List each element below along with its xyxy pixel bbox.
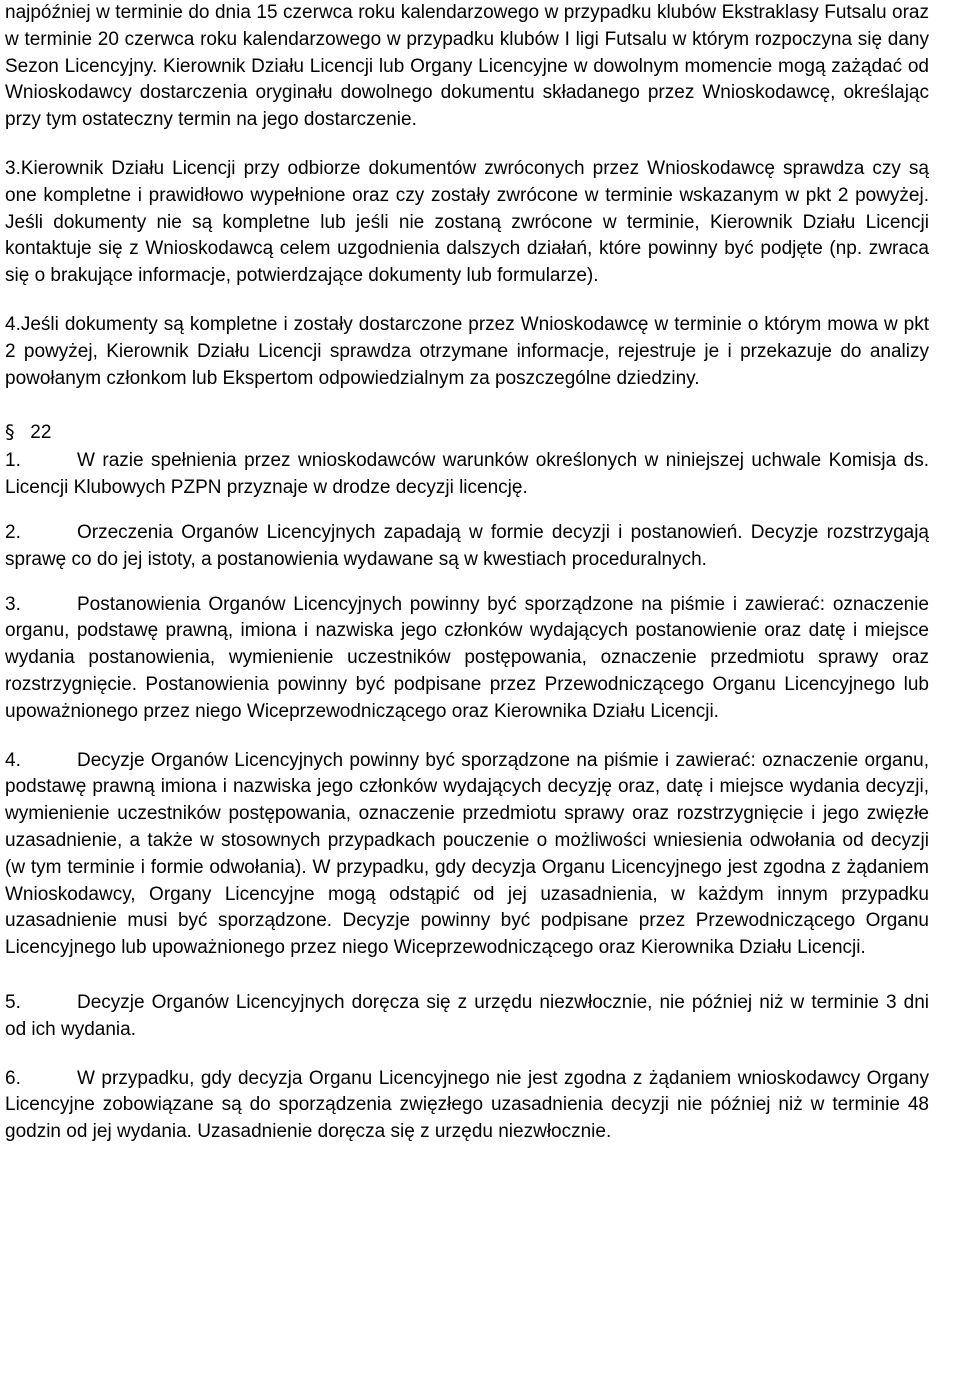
paragraph-text: Jeśli dokumenty są kompletne i zostały dostarczone przez Wnioskodawcę w terminie o którym mowa w pkt 2 powyżej, Kierownik Działu Licencji sprawdza otrzymane informacje, rejestruje je i przekazuje do analizy powołanym członkom lub Ekspertom odpowiedzialnym za poszczególne dziedziny. bbox=[5, 313, 929, 389]
section-number: 22 bbox=[30, 422, 52, 444]
document-page bbox=[5, 0, 929, 1146]
item-number: 3. bbox=[5, 593, 21, 615]
section-item-2 bbox=[5, 520, 929, 574]
paragraph-4 bbox=[5, 312, 929, 392]
paragraph-3 bbox=[5, 156, 929, 290]
paragraph-number: 4. bbox=[5, 313, 21, 335]
section-heading bbox=[5, 420, 929, 444]
item-number: 6. bbox=[5, 1067, 21, 1089]
section-item-1 bbox=[5, 448, 929, 502]
item-text: Decyzje Organów Licencyjnych doręcza się z urzędu niezwłocznie, nie później niż w terminie 3 dni od ich wydania. bbox=[5, 991, 929, 1040]
paragraph-text: najpóźniej w terminie do dnia 15 czerwca roku kalendarzowego w przypadku klubów Ekstraklasy Futsalu oraz w terminie 20 czerwca roku kalendarzowego w przypadku klubów I ligi Futsalu w którym rozpoczyna się dany Sezon Licencyjny. Kierownik Działu Licencji lub Organy Licencyjne w dowolnym momencie mogą zażądać od Wnioskodawcy dostarczenia oryginału dowolnego dokumentu składanego przez Wnioskodawcę, określając przy tym ostateczny termin na jego dostarczenie. bbox=[5, 2, 929, 131]
section-item-3 bbox=[5, 592, 929, 726]
item-text: Decyzje Organów Licencyjnych powinny być sporządzone na piśmie i zawierać: oznaczenie organu, podstawę prawną imiona i nazwiska jego członków wydających decyzję oraz, datę i miejsce wydania decyzji, wymienienie uczestników postępowania, oznaczenie przedmiotu sprawy oraz rozstrzygnięcie i jego zwięzłe uzasadnienie, a także w stosownych przypadkach pouczenie o możliwości wniesienia odwołania od decyzji (w tym terminie i formie odwołania). W przypadku, gdy decyzja Organu Licencyjnego jest zgodna z żądaniem Wnioskodawcy, Organy Licencyjne mogą odstąpić od jej uzasadnienia, w każdym innym przypadku uzasadnienie musi być sporządzone. Decyzje powinny być podpisane przez Przewodniczącego Organu Licencyjnego lub upoważnionego przez niego Wiceprzewodniczącego oraz Kierownika Działu Licencji. bbox=[5, 749, 929, 959]
item-text: W razie spełnienia przez wnioskodawców warunków określonych w niniejszej uchwale Komisja ds. Licencji Klubowych PZPN przyznaje w drodze decyzji licencję. bbox=[5, 450, 929, 499]
paragraph-continuation bbox=[5, 0, 929, 134]
section-item-5 bbox=[5, 990, 929, 1044]
section-item-6 bbox=[5, 1066, 929, 1146]
item-text: W przypadku, gdy decyzja Organu Licencyjnego nie jest zgodna z żądaniem wnioskodawcy Organy Licencyjne zobowiązane są do sporządzenia zwięzłego uzasadnienia decyzji nie później niż w terminie 48 godzin od jej wydania. Uzasadnienie doręcza się z urzędu niezwłocznie. bbox=[5, 1067, 929, 1143]
item-number: 5. bbox=[5, 991, 21, 1013]
item-text: Orzeczenia Organów Licencyjnych zapadają w formie decyzji i postanowień. Decyzje rozstrzygają sprawę co do jej istoty, a postanowienia wydawane są w kwestiach proceduralnych. bbox=[5, 521, 929, 570]
section-item-4 bbox=[5, 748, 929, 962]
paragraph-text: Kierownik Działu Licencji przy odbiorze dokumentów zwróconych przez Wnioskodawcę sprawdza czy są one kompletne i prawidłowo wypełnione oraz czy zostały zwrócone w terminie wskazanym w pkt 2 powyżej. Jeśli dokumenty nie są kompletne lub jeśli nie zostaną zwrócone w terminie, Kierownik Działu Licencji kontaktuje się z Wnioskodawcą celem uzgodnienia dalszych działań, które powinny być podjęte (np. zwraca się o brakujące informacje, potwierdzające dokumenty lub formularze). bbox=[5, 157, 929, 287]
item-number: 4. bbox=[5, 749, 21, 771]
item-text: Postanowienia Organów Licencyjnych powinny być sporządzone na piśmie i zawierać: oznaczenie organu, podstawę prawną, imiona i nazwiska jego członków wydających postanowienie oraz datę i miejsce wydania postanowienia, wymienienie uczestników postępowania, oznaczenie przedmiotu sprawy oraz rozstrzygnięcie. Postanowienia powinny być podpisane przez Przewodniczącego Organu Licencyjnego lub upoważnionego przez niego Wiceprzewodniczącego oraz Kierownika Działu Licencji. bbox=[5, 593, 929, 722]
item-number: 1. bbox=[5, 450, 21, 472]
section-symbol-icon: § bbox=[5, 421, 15, 444]
item-number: 2. bbox=[5, 521, 21, 543]
paragraph-number: 3. bbox=[5, 157, 21, 179]
